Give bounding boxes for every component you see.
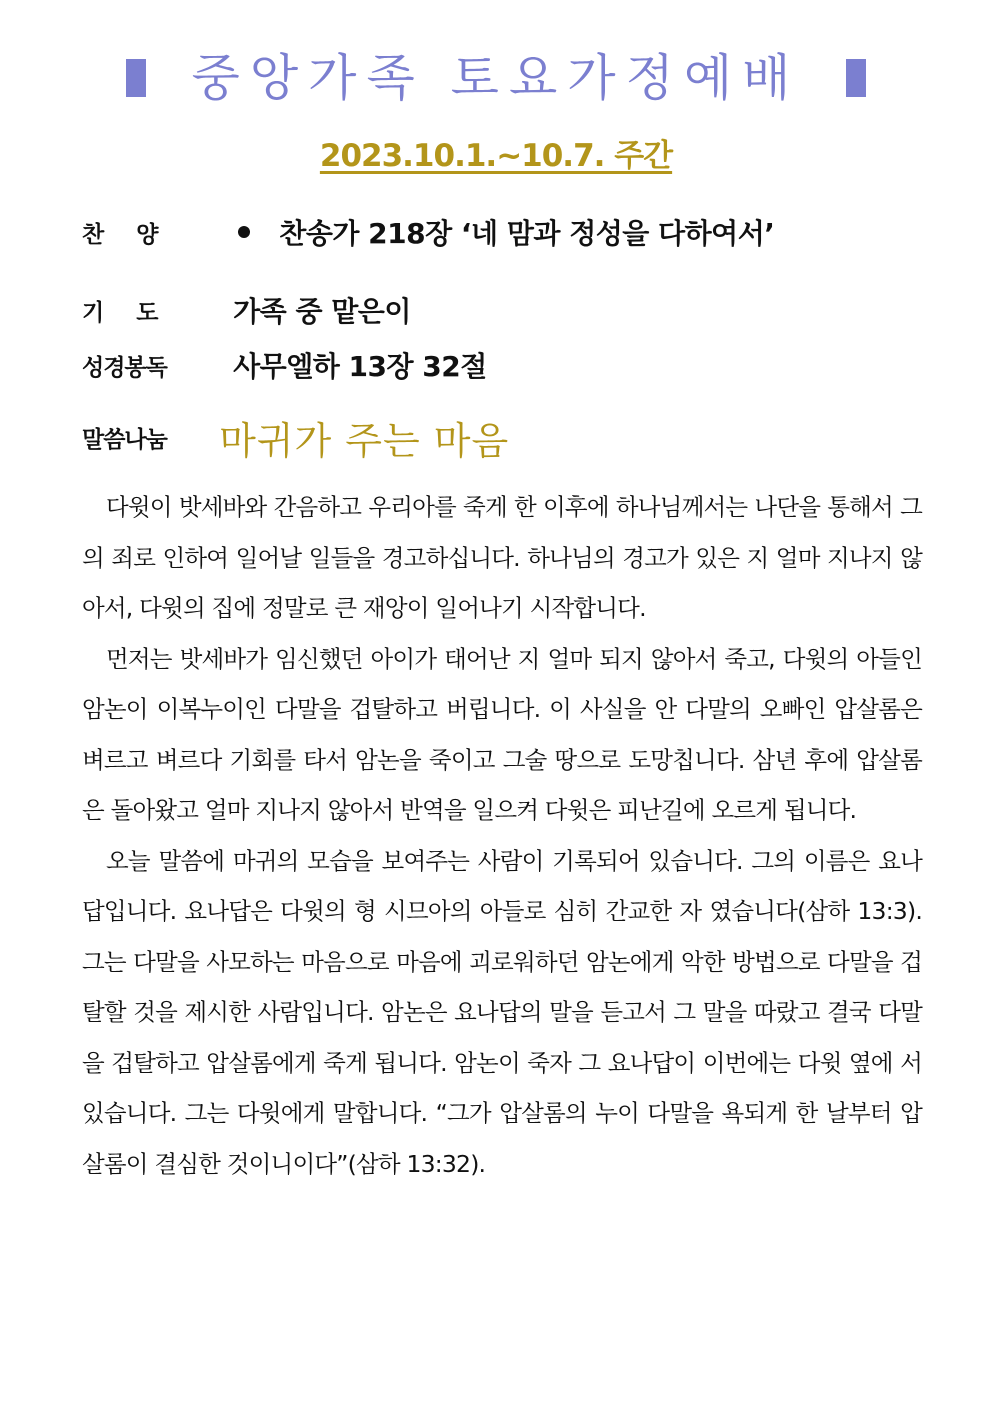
- sermon-label: 말씀나눔: [82, 427, 167, 453]
- prayer-row: [82, 290, 411, 330]
- prayer-value: 가족 중 맡은이: [233, 295, 411, 328]
- title-row: [0, 48, 992, 108]
- paragraph: 다윗이 밧세바와 간음하고 우리아를 죽게 한 이후에 하나님께서는 나단을 통해서 그의 죄로 인하여 일어날 일들을 경고하십니다. 하나님의 경고가 있은 지 얼마 지나지 않아서, 다윗의 집에 정말로 큰 재앙이 일어나기 시작합니다.: [82, 493, 922, 622]
- right-bar-decoration: [846, 59, 866, 97]
- hymn-value: 찬송가 218장 ‘네 맘과 정성을 다하여서’: [279, 217, 775, 250]
- hymn-row: [82, 212, 774, 252]
- reading-row: [82, 345, 487, 385]
- sermon-body: [82, 482, 922, 1189]
- reading-value: 사무엘하 13장 32절: [233, 350, 487, 383]
- hymn-label: 찬 양: [82, 221, 159, 248]
- page-title: 중앙가족 토요가정예배: [191, 49, 801, 107]
- sermon-title: 마귀가 주는 마음: [219, 419, 510, 463]
- week-date: 2023.10.1.~10.7. 주간: [319, 138, 673, 174]
- left-bar-decoration: [126, 59, 146, 97]
- sermon-row: [82, 410, 509, 465]
- bullet-icon: [238, 226, 250, 238]
- reading-label: 성경봉독: [82, 354, 167, 381]
- paragraph: 먼저는 밧세바가 임신했던 아이가 태어난 지 얼마 되지 않아서 죽고, 다윗의 아들인 암논이 이복누이인 다말을 겁탈하고 버립니다. 이 사실을 안 다말의 오빠인 압살롬은 벼르고 벼르다 기회를 타서 암논을 죽이고 그술 땅으로 도망칩니다. 삼년 후에 압살롬은 돌아왔고 얼마 지나지 않아서 반역을 일으켜 다윗은 피난길에 오르게 됩니다.: [82, 644, 922, 824]
- paragraph: 오늘 말씀에 마귀의 모습을 보여주는 사람이 기록되어 있습니다. 그의 이름은 요나답입니다. 요나답은 다윗의 형 시므아의 아들로 심히 간교한 자 였습니다(삼하 13:3). 그는 다말을 사모하는 마음으로 마음에 괴로워하던 암논에게 악한 방법으로 다말을 겁탈할 것을 제시한 사람입니다. 암논은 요나답의 말을 듣고서 그 말을 따랐고 결국 다말을 겁탈하고 압살롬에게 죽게 됩니다. 암논이 죽자 그 요나답이 이번에는 다윗 옆에 서 있습니다. 그는 다윗에게 말합니다. “그가 압살롬의 누이 다말을 욕되게 한 날부터 압살롬이 결심한 것이니이다”(삼하 13:32).: [82, 846, 922, 1178]
- prayer-label: 기 도: [82, 299, 159, 326]
